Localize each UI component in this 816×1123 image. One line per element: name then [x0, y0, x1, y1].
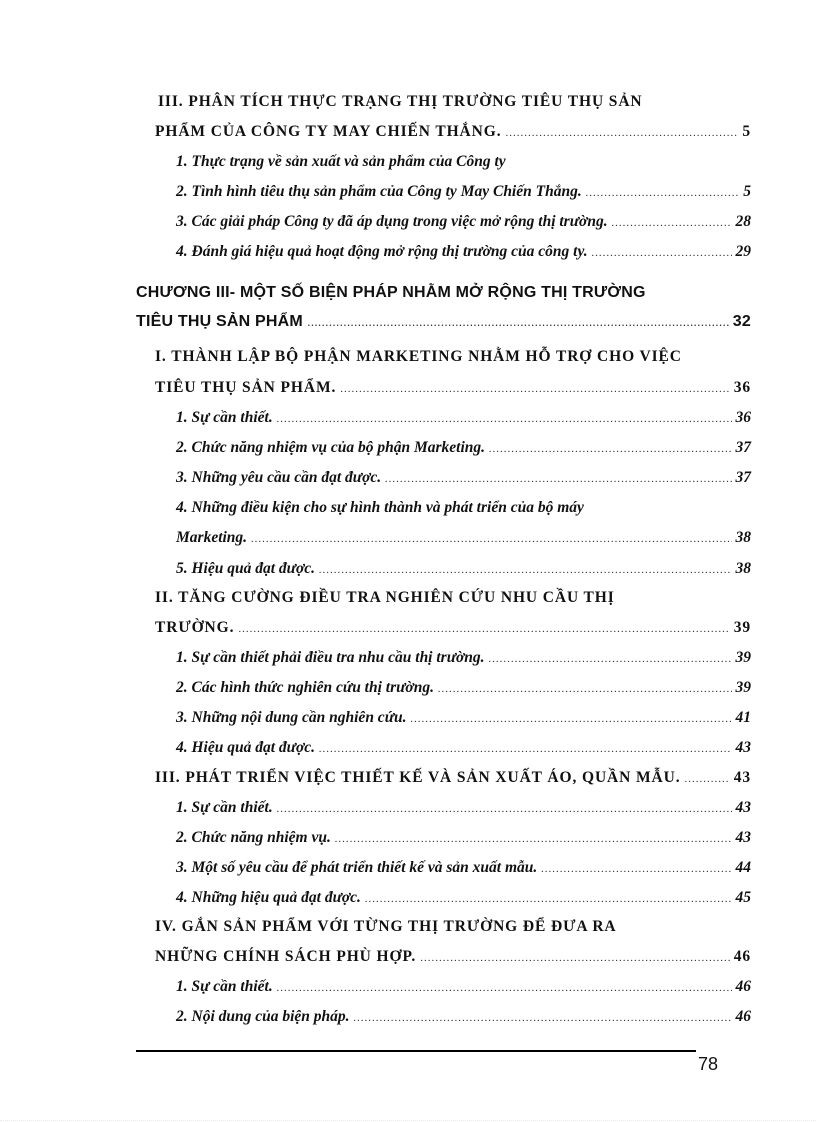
- leader-dots: [685, 773, 730, 785]
- toc-entry[interactable]: [155, 769, 751, 787]
- toc-subentry[interactable]: [176, 439, 751, 457]
- leader-dots: [238, 623, 729, 635]
- toc-entry-text: NHỮNG CHÍNH SÁCH PHÙ HỢP.: [155, 948, 417, 965]
- toc-subentry[interactable]: [176, 1008, 751, 1026]
- toc-page-number: 43: [735, 739, 751, 756]
- toc-entry-text: I. THÀNH LẬP BỘ PHẬN MARKETING NHẰM HỖ TRỢ CHO VIỆC: [155, 348, 682, 365]
- toc-entry-text: IV. GẮN SẢN PHẨM VỚI TỪNG THỊ TRƯỜNG ĐỂ ĐƯA RA: [155, 918, 617, 935]
- leader-dots: [277, 413, 732, 425]
- toc-page-number: 5: [742, 123, 751, 140]
- toc-entry-text: CHƯƠNG III- MỘT SỐ BIỆN PHÁP NHẰM MỞ RỘNG THỊ TRƯỜNG: [136, 284, 646, 301]
- toc-page-number: 28: [735, 213, 751, 230]
- toc-page-number: 29: [735, 243, 751, 260]
- toc-page-number: 39: [733, 619, 751, 636]
- toc-page-number: 38: [735, 560, 751, 577]
- toc-entry-text: PHẨM CỦA CÔNG TY MAY CHIẾN THẮNG.: [155, 123, 502, 140]
- leader-dots: [335, 833, 732, 845]
- toc-subentry[interactable]: [176, 529, 751, 547]
- toc-page-number: 43: [735, 829, 751, 846]
- toc-entry-text: 4. Những điều kiện cho sự hình thành và phát triển của bộ máy: [176, 499, 584, 516]
- leader-dots: [410, 713, 731, 725]
- footer-page-number: 78: [698, 1054, 719, 1074]
- toc-subentry[interactable]: [176, 243, 751, 261]
- toc-entry-text: TIÊU THỤ SẢN PHẨM: [136, 313, 303, 330]
- toc-entry-text: 3. Các giải pháp Công ty đã áp dụng trong việc mở rộng thị trường.: [176, 213, 608, 230]
- toc-subentry[interactable]: [176, 560, 751, 578]
- leader-dots: [586, 187, 740, 199]
- toc-subentry-heading: [176, 499, 751, 517]
- toc-section-heading: [155, 348, 735, 366]
- toc-subentry[interactable]: [176, 469, 751, 487]
- toc-subentry[interactable]: [176, 889, 751, 907]
- toc-entry-text: 2. Tình hình tiêu thụ sản phẩm của Công ty May Chiến Thắng.: [176, 183, 582, 200]
- leader-dots: [612, 217, 732, 229]
- leader-dots: [420, 952, 730, 964]
- toc-section-heading: [155, 918, 735, 936]
- toc-entry-text: 3. Những yêu cầu cần đạt được.: [176, 469, 382, 486]
- toc-entry[interactable]: [155, 619, 751, 637]
- toc-subentry[interactable]: [176, 859, 751, 877]
- leader-dots: [505, 127, 738, 139]
- toc-subentry[interactable]: [176, 709, 751, 727]
- toc-page-number: 37: [735, 439, 751, 456]
- leader-dots: [365, 893, 732, 905]
- toc-entry-text: 4. Hiệu quả đạt được.: [176, 739, 316, 756]
- toc-entry-text: III. PHÂN TÍCH THỰC TRẠNG THỊ TRƯỜNG TIÊU THỤ SẢN: [158, 93, 643, 110]
- footer-rule: [136, 1050, 696, 1052]
- toc-chapter-entry[interactable]: [136, 313, 751, 331]
- leader-dots: [277, 982, 732, 994]
- toc-entry-text: 1. Thực trạng về sản xuất và sản phẩm của Công ty: [176, 153, 506, 170]
- toc-entry-text: 2. Chức năng nhiệm vụ.: [176, 829, 331, 846]
- toc-entry-text: 2. Chức năng nhiệm vụ của bộ phận Marketing.: [176, 439, 486, 456]
- toc-subentry[interactable]: [176, 183, 751, 201]
- toc-entry-text: III. PHÁT TRIỂN VIỆC THIẾT KẾ VÀ SẢN XUẤT ÁO, QUẦN MẪU.: [155, 769, 681, 786]
- toc-page-number: 32: [732, 313, 751, 330]
- toc-entry-text: 1. Sự cần thiết.: [176, 978, 273, 995]
- toc-entry-text: 1. Sự cần thiết.: [176, 799, 273, 816]
- leader-dots: [319, 743, 731, 755]
- toc-entry-text: 1. Sự cần thiết phải điều tra nhu cầu thị trường.: [176, 649, 485, 666]
- leader-dots: [251, 533, 731, 545]
- toc-entry[interactable]: [155, 379, 751, 397]
- toc-entry-text: 2. Nội dung của biện pháp.: [176, 1008, 350, 1025]
- toc-subentry[interactable]: [176, 829, 751, 847]
- leader-dots: [489, 653, 732, 665]
- toc-page-number: 38: [735, 529, 751, 546]
- toc-page-number: 36: [735, 409, 751, 426]
- leader-dots: [385, 473, 731, 485]
- toc-page-number: 44: [735, 859, 751, 876]
- leader-dots: [307, 314, 729, 329]
- toc-entry-text: 3. Một số yêu cầu để phát triển thiết kế và sản xuất mẫu.: [176, 859, 538, 876]
- leader-dots: [541, 863, 731, 875]
- leader-dots: [438, 683, 732, 695]
- leader-dots: [340, 383, 729, 395]
- toc-section-heading: [158, 93, 738, 111]
- toc-page-number: 46: [735, 1008, 751, 1025]
- toc-entry-text: 5. Hiệu quả đạt được.: [176, 560, 316, 577]
- leader-dots: [319, 564, 731, 576]
- toc-page-number: 46: [735, 978, 751, 995]
- toc-entry[interactable]: [155, 948, 751, 966]
- toc-entry-text: 1. Sự cần thiết.: [176, 409, 273, 426]
- leader-dots: [592, 247, 732, 259]
- toc-subentry[interactable]: [176, 409, 751, 427]
- toc-subentry[interactable]: [176, 649, 751, 667]
- page-bottom-edge: [0, 1120, 816, 1121]
- toc-entry-text: 3. Những nội dung cần nghiên cứu.: [176, 709, 407, 726]
- toc-page-number: 43: [735, 799, 751, 816]
- toc-chapter-heading: [136, 284, 751, 302]
- toc-subentry[interactable]: [176, 213, 751, 231]
- toc-subentry[interactable]: [176, 739, 751, 757]
- toc-entry-text: 4. Những hiệu quả đạt được.: [176, 889, 361, 906]
- toc-page-number: 41: [735, 709, 751, 726]
- toc-page-number: 39: [735, 649, 751, 666]
- toc-entry-text: 2. Các hình thức nghiên cứu thị trường.: [176, 679, 434, 696]
- toc-entry[interactable]: [155, 123, 751, 141]
- toc-subentry[interactable]: [176, 679, 751, 697]
- toc-entry-text: II. TĂNG CƯỜNG ĐIỀU TRA NGHIÊN CỨU NHU CẦU THỊ: [155, 589, 615, 606]
- toc-entry-text: TRƯỜNG.: [155, 619, 235, 636]
- toc-page-number: 43: [733, 769, 751, 786]
- toc-subentry[interactable]: [176, 799, 751, 817]
- toc-section-heading: [155, 589, 735, 607]
- toc-page-number: 37: [735, 469, 751, 486]
- toc-page-number: 39: [735, 679, 751, 696]
- toc-page-number: 45: [735, 889, 751, 906]
- toc-entry-text: 4. Đánh giá hiệu quả hoạt động mở rộng thị trường của công ty.: [176, 243, 588, 260]
- toc-page-number: 46: [733, 948, 751, 965]
- toc-page-number: 36: [733, 379, 751, 396]
- leader-dots: [277, 803, 732, 815]
- toc-entry-text: TIÊU THỤ SẢN PHẨM.: [155, 379, 337, 396]
- toc-page-number: 5: [743, 183, 751, 200]
- leader-dots: [489, 443, 731, 455]
- toc-subentry-heading: [176, 153, 751, 171]
- toc-entry-text: Marketing.: [176, 529, 248, 546]
- toc-subentry[interactable]: [176, 978, 751, 996]
- leader-dots: [354, 1012, 732, 1024]
